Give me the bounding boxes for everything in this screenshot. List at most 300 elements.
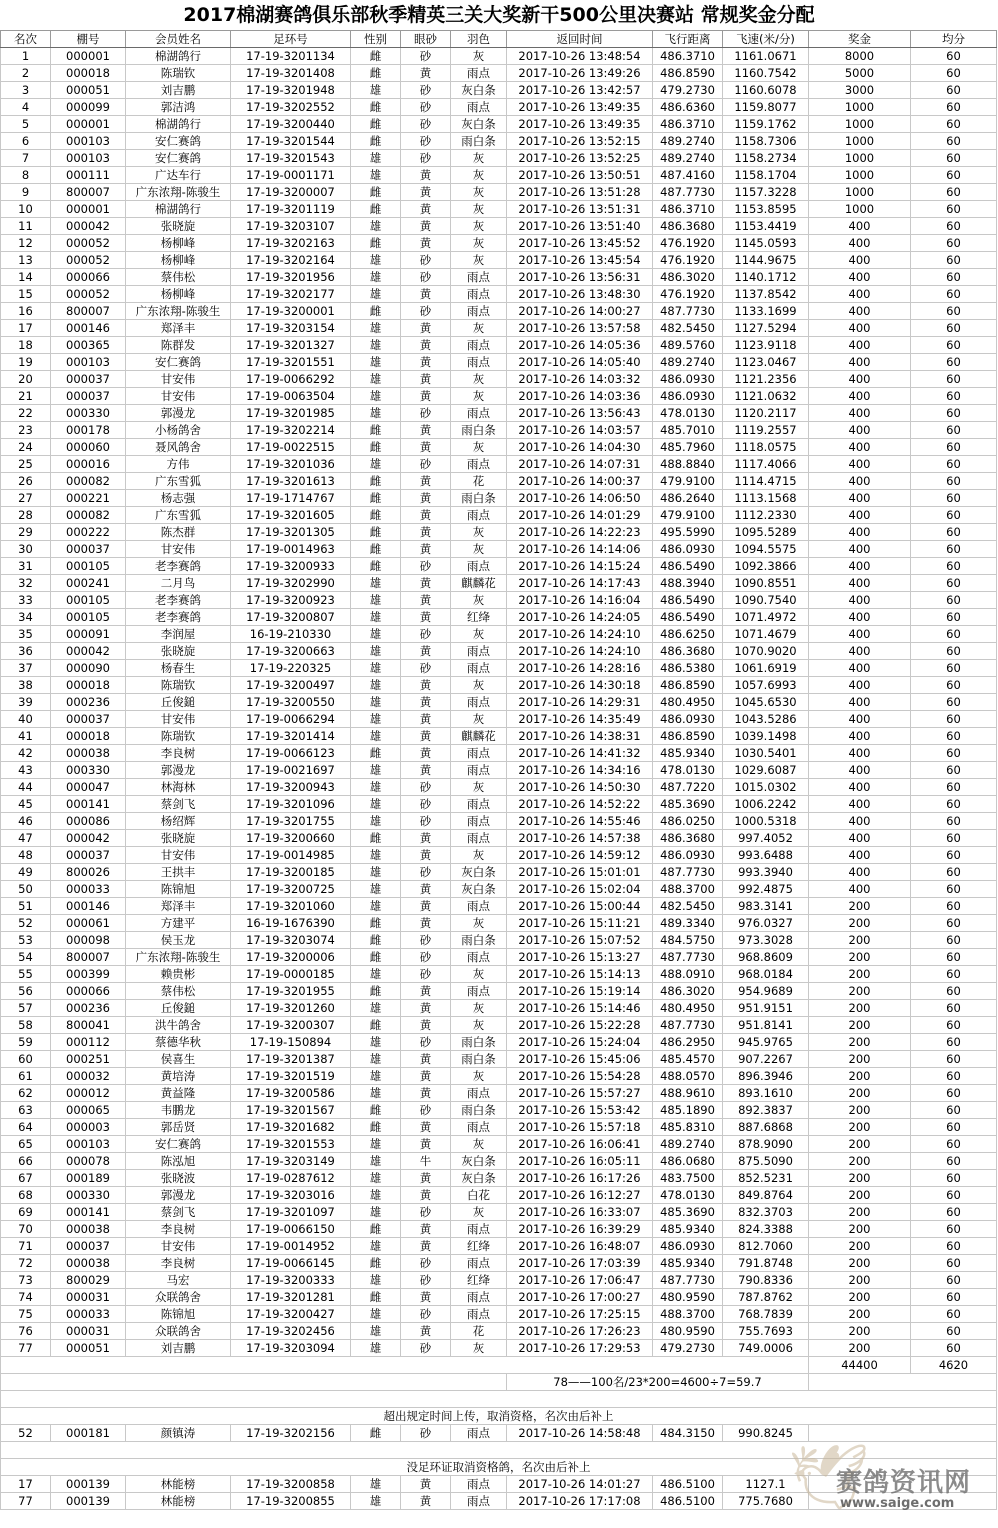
cell: 雄 <box>351 456 401 473</box>
cell: 1113.1568 <box>723 490 809 507</box>
table-row <box>1 745 997 762</box>
cell: 灰 <box>451 201 507 218</box>
cell: 17-19-3200007 <box>231 184 351 201</box>
cell: 砂 <box>401 626 451 643</box>
cell: 雨点 <box>451 745 507 762</box>
cell: 灰白条 <box>451 82 507 99</box>
cell: 400 <box>809 643 911 660</box>
cell: 2017-10-26 15:22:28 <box>507 1017 653 1034</box>
cell: 60 <box>911 915 997 932</box>
cell: 1159.8077 <box>723 99 809 116</box>
cell: 砂 <box>401 1340 451 1357</box>
cell: 60 <box>911 1221 997 1238</box>
cell: 000018 <box>51 728 126 745</box>
table-row <box>1 99 997 116</box>
header-row <box>1 31 997 48</box>
cell: 60 <box>911 575 997 592</box>
cell: 60 <box>911 116 997 133</box>
cell: 200 <box>809 1306 911 1323</box>
cell: 雨白条 <box>451 1034 507 1051</box>
cell: 黄 <box>401 745 451 762</box>
cell: 砂 <box>401 456 451 473</box>
table-row <box>1 864 997 881</box>
cell: 雨点 <box>451 813 507 830</box>
cell: 黄 <box>401 983 451 1000</box>
cell: 907.2267 <box>723 1051 809 1068</box>
cell: 雄 <box>351 864 401 881</box>
cell: 2017-10-26 14:06:50 <box>507 490 653 507</box>
cell: 2017-10-26 14:34:16 <box>507 762 653 779</box>
cell: 1133.1699 <box>723 303 809 320</box>
cell: 红绛 <box>451 609 507 626</box>
cell: 1119.2557 <box>723 422 809 439</box>
cell: 雌 <box>351 830 401 847</box>
cell: 486.3680 <box>653 643 723 660</box>
cell: 2017-10-26 15:02:04 <box>507 881 653 898</box>
cell: 800041 <box>51 1017 126 1034</box>
cell: 1153.8595 <box>723 201 809 218</box>
cell: 1092.3866 <box>723 558 809 575</box>
table-row <box>1 82 997 99</box>
cell: 52 <box>1 915 51 932</box>
cell: 000086 <box>51 813 126 830</box>
spacer <box>809 1493 997 1510</box>
table-row <box>1 847 997 864</box>
cell: 17 <box>1 1476 51 1493</box>
cell: 000051 <box>51 82 126 99</box>
cell: 16-19-1676390 <box>231 915 351 932</box>
cell: 000221 <box>51 490 126 507</box>
cell: 黄 <box>401 371 451 388</box>
cell: 60 <box>911 150 997 167</box>
cell: 2017-10-26 14:14:06 <box>507 541 653 558</box>
cell: 雌 <box>351 1425 401 1442</box>
cell: 832.3703 <box>723 1204 809 1221</box>
blank-row <box>1 1391 997 1408</box>
spacer <box>1 1391 997 1408</box>
cell: 1006.2242 <box>723 796 809 813</box>
column-header: 棚号 <box>51 31 126 48</box>
cell: 17-19-3201544 <box>231 133 351 150</box>
cell: 1000 <box>809 167 911 184</box>
cell: 雌 <box>351 1255 401 1272</box>
cell: 丘俊鎚 <box>126 1000 231 1017</box>
cell: 17-19-3201060 <box>231 898 351 915</box>
cell: 60 <box>911 541 997 558</box>
cell: 400 <box>809 609 911 626</box>
cell: 000031 <box>51 1323 126 1340</box>
cell: 486.3710 <box>653 48 723 65</box>
cell: 1117.4066 <box>723 456 809 473</box>
cell: 雌 <box>351 507 401 524</box>
cell: 砂 <box>401 269 451 286</box>
cell: 43 <box>1 762 51 779</box>
table-row <box>1 388 997 405</box>
cell: 60 <box>911 286 997 303</box>
cell: 400 <box>809 490 911 507</box>
cell: 200 <box>809 1323 911 1340</box>
cell: 雌 <box>351 48 401 65</box>
cell: 000037 <box>51 541 126 558</box>
cell: 486.0930 <box>653 371 723 388</box>
cell: 486.8590 <box>653 677 723 694</box>
cell: 雌 <box>351 473 401 490</box>
cell: 17-19-3202177 <box>231 286 351 303</box>
cell: 17-19-3200586 <box>231 1085 351 1102</box>
cell: 雄 <box>351 728 401 745</box>
cell: 砂 <box>401 796 451 813</box>
cell: 2017-10-26 14:00:37 <box>507 473 653 490</box>
cell: 400 <box>809 252 911 269</box>
cell: 000082 <box>51 473 126 490</box>
cell: 849.8764 <box>723 1187 809 1204</box>
cell: 478.0130 <box>653 762 723 779</box>
cell: 17-19-3203154 <box>231 320 351 337</box>
cell: 2017-10-26 17:29:53 <box>507 1340 653 1357</box>
cell: 484.3150 <box>653 1425 723 1442</box>
cell: 甘安伟 <box>126 847 231 864</box>
cell: 雄 <box>351 371 401 388</box>
cell: 486.5490 <box>653 609 723 626</box>
cell: 58 <box>1 1017 51 1034</box>
cell: 489.2740 <box>653 354 723 371</box>
cell: 二月鸟 <box>126 575 231 592</box>
cell: 林能榜 <box>126 1476 231 1493</box>
cell: 2017-10-26 14:52:22 <box>507 796 653 813</box>
cell: 200 <box>809 1289 911 1306</box>
table-row <box>1 541 997 558</box>
cell: 灰白条 <box>451 116 507 133</box>
cell: 200 <box>809 898 911 915</box>
cell: 雌 <box>351 1119 401 1136</box>
table-row <box>1 915 997 932</box>
cell: 砂 <box>401 1255 451 1272</box>
cell: 甘安伟 <box>126 371 231 388</box>
cell: 甘安伟 <box>126 711 231 728</box>
cell: 雌 <box>351 133 401 150</box>
cell: 200 <box>809 1017 911 1034</box>
cell: 72 <box>1 1255 51 1272</box>
total-avg: 4620 <box>911 1357 997 1374</box>
cell: 66 <box>1 1153 51 1170</box>
cell: 993.3940 <box>723 864 809 881</box>
cell: 郑泽丰 <box>126 320 231 337</box>
cell: 000042 <box>51 830 126 847</box>
cell: 砂 <box>401 1272 451 1289</box>
cell: 2017-10-26 14:50:30 <box>507 779 653 796</box>
cell: 60 <box>911 898 997 915</box>
sheet-title: 2017棉湖赛鸽俱乐部秋季精英三关大奖新干500公里决赛站 常规奖金分配 <box>183 4 815 26</box>
cell: 479.9100 <box>653 507 723 524</box>
cell: 60 <box>911 966 997 983</box>
cell: 郭漫龙 <box>126 762 231 779</box>
cell: 雨点 <box>451 898 507 915</box>
cell: 雨点 <box>451 65 507 82</box>
cell: 雨点 <box>451 694 507 711</box>
cell: 486.3020 <box>653 983 723 1000</box>
cell: 65 <box>1 1136 51 1153</box>
cell: 雨点 <box>451 1476 507 1493</box>
cell: 雄 <box>351 1068 401 1085</box>
cell: 13 <box>1 252 51 269</box>
table-row <box>1 167 997 184</box>
table-row <box>1 371 997 388</box>
cell: 60 <box>911 609 997 626</box>
cell: 400 <box>809 439 911 456</box>
cell: 887.6868 <box>723 1119 809 1136</box>
cell: 33 <box>1 592 51 609</box>
cell: 雄 <box>351 1136 401 1153</box>
cell: 雨点 <box>451 286 507 303</box>
cell: 483.7500 <box>653 1170 723 1187</box>
cell: 16 <box>1 303 51 320</box>
cell: 69 <box>1 1204 51 1221</box>
cell: 60 <box>911 1000 997 1017</box>
cell: 52 <box>1 1425 51 1442</box>
cell: 1121.0632 <box>723 388 809 405</box>
cell: 60 <box>911 439 997 456</box>
cell: 2017-10-26 13:49:35 <box>507 116 653 133</box>
cell: 雨白条 <box>451 490 507 507</box>
cell: 17-19-0066123 <box>231 745 351 762</box>
cell: 陈锦旭 <box>126 1306 231 1323</box>
cell: 2017-10-26 13:52:15 <box>507 133 653 150</box>
cell: 478.0130 <box>653 405 723 422</box>
table-row <box>1 337 997 354</box>
cell: 2017-10-26 13:51:40 <box>507 218 653 235</box>
cell: 17-19-3202163 <box>231 235 351 252</box>
cell: 安仁赛鸽 <box>126 1136 231 1153</box>
cell: 1159.1762 <box>723 116 809 133</box>
cell: 陈瑞钦 <box>126 728 231 745</box>
cell: 000141 <box>51 796 126 813</box>
cell: 42 <box>1 745 51 762</box>
table-row <box>1 1238 997 1255</box>
cell: 黄 <box>401 1000 451 1017</box>
cell: 黄 <box>401 1017 451 1034</box>
table-row <box>1 677 997 694</box>
cell: 1071.4972 <box>723 609 809 626</box>
cell: 雨点 <box>451 830 507 847</box>
cell: 2017-10-26 17:00:27 <box>507 1289 653 1306</box>
cell: 雌 <box>351 116 401 133</box>
cell: 486.0680 <box>653 1153 723 1170</box>
cell: 雌 <box>351 65 401 82</box>
cell: 400 <box>809 711 911 728</box>
cell: 广达车行 <box>126 167 231 184</box>
cell: 丘俊鎚 <box>126 694 231 711</box>
cell: 400 <box>809 405 911 422</box>
table-row <box>1 728 997 745</box>
note-late-upload: 超出规定时间上传，取消资格，名次由后补上 <box>1 1408 997 1425</box>
cell: 21 <box>1 388 51 405</box>
cell: 485.7960 <box>653 439 723 456</box>
cell: 黄 <box>401 915 451 932</box>
cell: 杨志强 <box>126 490 231 507</box>
cell: 1158.7306 <box>723 133 809 150</box>
cell: 000078 <box>51 1153 126 1170</box>
cell: 487.7220 <box>653 779 723 796</box>
blank-row <box>1 1442 997 1459</box>
cell: 3000 <box>809 82 911 99</box>
cell: 17-19-0014952 <box>231 1238 351 1255</box>
cell: 17-19-0001171 <box>231 167 351 184</box>
cell: 000016 <box>51 456 126 473</box>
cell: 28 <box>1 507 51 524</box>
cell: 000042 <box>51 218 126 235</box>
cell: 雄 <box>351 1170 401 1187</box>
cell: 489.2740 <box>653 1136 723 1153</box>
cell: 000103 <box>51 150 126 167</box>
cell: 25 <box>1 456 51 473</box>
cell: 000236 <box>51 1000 126 1017</box>
cell: 000222 <box>51 524 126 541</box>
column-header: 返回时间 <box>507 31 653 48</box>
cell: 广东浓翔-陈骏生 <box>126 184 231 201</box>
cell: 400 <box>809 286 911 303</box>
cell: 雨点 <box>451 1119 507 1136</box>
cell: 000365 <box>51 337 126 354</box>
cell: 787.8762 <box>723 1289 809 1306</box>
cell: 1 <box>1 48 51 65</box>
cell: 400 <box>809 762 911 779</box>
cell: 17-19-3200855 <box>231 1493 351 1510</box>
cell: 2017-10-26 14:07:31 <box>507 456 653 473</box>
cell: 2017-10-26 14:04:30 <box>507 439 653 456</box>
cell: 400 <box>809 337 911 354</box>
cell: 甘安伟 <box>126 541 231 558</box>
cell: 951.9151 <box>723 1000 809 1017</box>
cell: 73 <box>1 1272 51 1289</box>
table-row <box>1 133 997 150</box>
cell: 砂 <box>401 966 451 983</box>
cell: 4 <box>1 99 51 116</box>
cell: 800007 <box>51 184 126 201</box>
cell: 60 <box>911 1051 997 1068</box>
cell: 雄 <box>351 150 401 167</box>
cell: 2017-10-26 14:41:32 <box>507 745 653 762</box>
cell: 黄 <box>401 167 451 184</box>
cell: 林能榜 <box>126 1493 231 1510</box>
cell: 雌 <box>351 422 401 439</box>
cell: 17-19-3201305 <box>231 524 351 541</box>
cell: 王拱丰 <box>126 864 231 881</box>
cell: 17-19-3200663 <box>231 643 351 660</box>
cell: 张晓旋 <box>126 830 231 847</box>
cell: 2017-10-26 14:38:31 <box>507 728 653 745</box>
cell: 灰 <box>451 184 507 201</box>
cell: 2017-10-26 14:00:27 <box>507 303 653 320</box>
cell: 000031 <box>51 1289 126 1306</box>
cell: 000330 <box>51 762 126 779</box>
cell: 灰 <box>451 626 507 643</box>
cell: 486.0930 <box>653 711 723 728</box>
cell: 476.1920 <box>653 252 723 269</box>
table-row <box>1 490 997 507</box>
cell: 灰 <box>451 524 507 541</box>
cell: 李润屋 <box>126 626 231 643</box>
cell: 李良树 <box>126 1221 231 1238</box>
table-row <box>1 1289 997 1306</box>
cell: 雄 <box>351 660 401 677</box>
cell: 486.5490 <box>653 558 723 575</box>
cell: 雄 <box>351 320 401 337</box>
cell: 雨点 <box>451 99 507 116</box>
cell: 黄 <box>401 847 451 864</box>
cell: 灰 <box>451 252 507 269</box>
table-row <box>1 1170 997 1187</box>
cell: 2017-10-26 15:54:28 <box>507 1068 653 1085</box>
cell: 200 <box>809 1034 911 1051</box>
cell: 17-19-3201551 <box>231 354 351 371</box>
cell: 雄 <box>351 847 401 864</box>
cell: 755.7693 <box>723 1323 809 1340</box>
cell: 1070.9020 <box>723 643 809 660</box>
cell: 400 <box>809 779 911 796</box>
cell: 黄 <box>401 898 451 915</box>
cell: 甘安伟 <box>126 1238 231 1255</box>
cell: 17-19-3201682 <box>231 1119 351 1136</box>
cell: 2017-10-26 13:42:57 <box>507 82 653 99</box>
cell: 17-19-3201097 <box>231 1204 351 1221</box>
cell: 雄 <box>351 966 401 983</box>
cell: 17-19-3201414 <box>231 728 351 745</box>
table-row <box>1 1425 997 1442</box>
cell: 800007 <box>51 303 126 320</box>
cell: 60 <box>911 643 997 660</box>
cell: 2017-10-26 15:24:04 <box>507 1034 653 1051</box>
cell: 张晓旋 <box>126 643 231 660</box>
cell: 2017-10-26 17:06:47 <box>507 1272 653 1289</box>
cell: 60 <box>911 1340 997 1357</box>
cell: 1160.7542 <box>723 65 809 82</box>
cell: 400 <box>809 575 911 592</box>
cell: 2017-10-26 13:56:43 <box>507 405 653 422</box>
table-row <box>1 1051 997 1068</box>
cell: 488.0570 <box>653 1068 723 1085</box>
table-row <box>1 592 997 609</box>
cell: 495.5990 <box>653 524 723 541</box>
cell: 1158.2734 <box>723 150 809 167</box>
cell: 484.5750 <box>653 932 723 949</box>
column-header: 眼砂 <box>401 31 451 48</box>
cell: 灰 <box>451 779 507 796</box>
cell: 12 <box>1 235 51 252</box>
cell: 1000 <box>809 133 911 150</box>
cell: 486.3710 <box>653 201 723 218</box>
cell: 17-19-3201260 <box>231 1000 351 1017</box>
cell: 5 <box>1 116 51 133</box>
cell: 000038 <box>51 1255 126 1272</box>
cell: 2017-10-26 14:55:46 <box>507 813 653 830</box>
cell: 2017-10-26 13:48:54 <box>507 48 653 65</box>
cell: 000066 <box>51 269 126 286</box>
cell: 60 <box>911 184 997 201</box>
cell: 杨春生 <box>126 660 231 677</box>
cell: 雌 <box>351 1289 401 1306</box>
cell: 灰 <box>451 388 507 405</box>
cell: 200 <box>809 1102 911 1119</box>
cell: 雄 <box>351 167 401 184</box>
cell: 2017-10-26 14:29:31 <box>507 694 653 711</box>
cell: 60 <box>911 1017 997 1034</box>
cell: 17-19-3200427 <box>231 1306 351 1323</box>
cell: 400 <box>809 218 911 235</box>
cell: 60 <box>911 48 997 65</box>
cell: 砂 <box>401 1102 451 1119</box>
table-row <box>1 1323 997 1340</box>
cell: 17-19-3203016 <box>231 1187 351 1204</box>
